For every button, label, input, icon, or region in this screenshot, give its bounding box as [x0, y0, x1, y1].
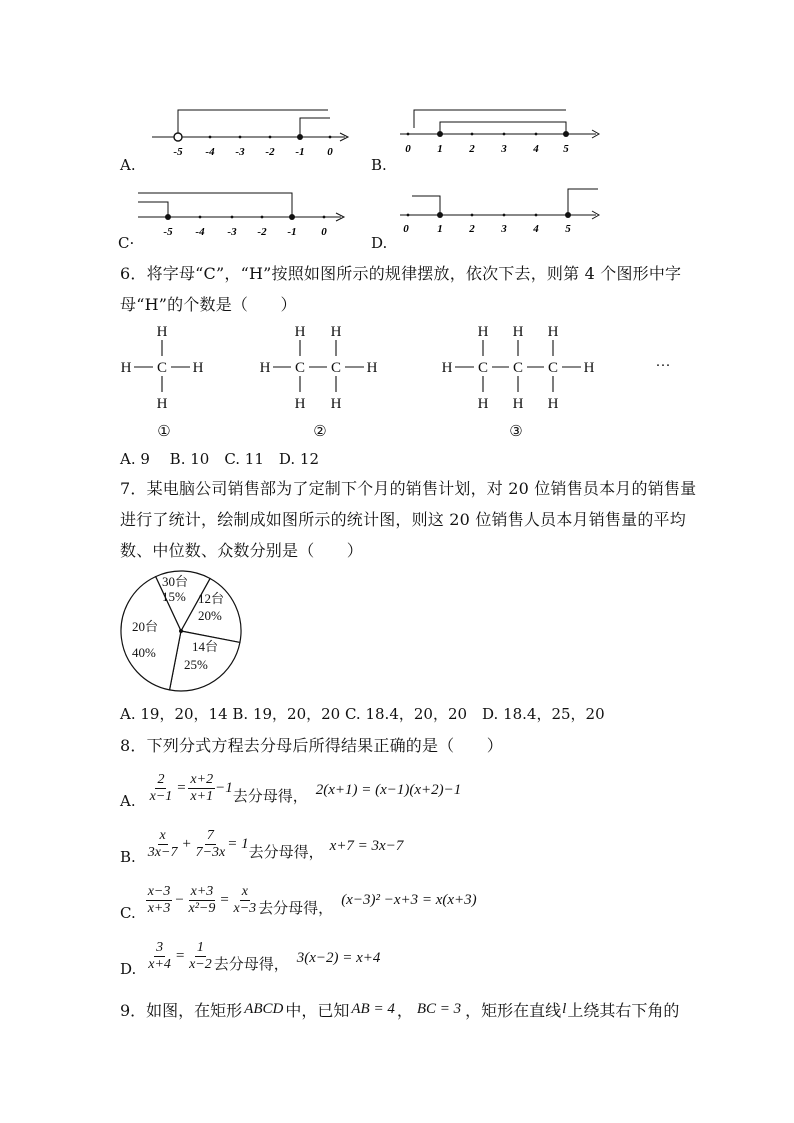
pie-pct-40: 40%: [132, 645, 156, 660]
q7-pie-chart: [116, 568, 250, 696]
option-label: C.: [120, 904, 136, 922]
q8-option-c: C. $\frac{x-3}{x+3}$ − $\frac{x+3}{\text{x²−9}}$ = $\frac{x}{x-3}$ 去分母得， (x−3)² −x+3 = x(x+3): [120, 883, 477, 922]
q8-option-d: D. $\frac{3}{x+4}$ = $\frac{1}{x-2}$ 去分母得， 3(x−2) = x+4: [120, 939, 381, 978]
fraction: $\frac{2}{x-1}$: [149, 771, 173, 804]
q9-text: 9．如图，在矩形 ABCD 中，已知 AB = 4 ， BC = 3 ，矩形在直线 l 上绕其右下角的: [120, 1001, 680, 1020]
pie-center: [179, 629, 183, 633]
fraction: $\frac{x}{3x-7}$: [147, 827, 178, 860]
q8-text: 8．下列分式方程去分母后所得结果正确的是（ ）: [120, 736, 503, 755]
tick-label: -4: [195, 226, 205, 238]
atom-h: H: [156, 396, 168, 412]
tick-label: -5: [173, 146, 183, 158]
tick-label: 5: [563, 143, 569, 155]
atom-c: C: [156, 360, 168, 376]
tick-label: 3: [501, 143, 507, 155]
option-c-label: C·: [118, 234, 135, 252]
result-expression: (x−3)² −x+3 = x(x+3): [341, 891, 477, 908]
fraction: $\frac{3}{x+4}$: [148, 939, 171, 972]
atom-h: H: [477, 324, 489, 340]
tick-label: 3: [501, 223, 507, 235]
ellipsis: ···: [655, 358, 671, 374]
tick-label: -4: [205, 146, 215, 158]
tick-label: -3: [235, 146, 245, 158]
q6-text-line1: 6．将字母“C”，“H”按照如图所示的规律摆放，依次下去，则第 4 个图形中字: [120, 264, 682, 283]
fraction: $\frac{x-3}{x+3}$: [147, 883, 171, 916]
tick-label: -3: [227, 226, 237, 238]
q7-options: A. 19，20，14 B. 19，20，20 C. 18.4，20，20 D. 18.4，25，20: [120, 705, 605, 723]
atom-h: H: [120, 360, 132, 376]
pie-pct-15: 15%: [162, 589, 186, 604]
option-label: D.: [120, 960, 137, 978]
atom-h: H: [192, 360, 204, 376]
result-expression: 3(x−2) = x+4: [296, 949, 381, 966]
pie-label-30: 30台: [162, 574, 189, 589]
tick-label: -2: [257, 226, 267, 238]
atom-h: H: [441, 360, 453, 376]
tick-label: 2: [469, 143, 475, 155]
tick-label: 4: [533, 143, 539, 155]
fraction: $\frac{x+2}{x+1}$: [190, 771, 214, 804]
option-b-label: B.: [371, 156, 387, 174]
q8-option-a: A. $\frac{2}{x-1}$ = $\frac{x+2}{x+1}$ −1 去分母得， 2(x+1) = (x−1)(x+2)−1: [120, 771, 462, 810]
option-label: B.: [120, 848, 136, 866]
tick-label: -2: [265, 146, 275, 158]
atom-h: H: [583, 360, 595, 376]
pie-pct-20: 20%: [198, 608, 222, 623]
result-expression: x+7 = 3x−7: [329, 837, 404, 854]
result-expression: 2(x+1) = (x−1)(x+2)−1: [315, 781, 462, 798]
fraction: $\frac{x+3}{\text{x²−9}}$: [188, 883, 216, 916]
pie-label-12: 12台: [198, 591, 225, 606]
option-label: A.: [120, 792, 136, 810]
atom-h: H: [366, 360, 378, 376]
atom-c: C: [294, 360, 306, 376]
fraction: $\frac{x}{x-3}$: [233, 883, 257, 916]
figure-label-2: ②: [313, 424, 327, 440]
option-d-label: D.: [371, 234, 388, 252]
tick-label: 0: [403, 223, 409, 235]
atom-h: H: [547, 396, 559, 412]
atom-h: H: [512, 396, 524, 412]
tick-label: -1: [287, 226, 297, 238]
q7-text-line2: 进行了统计，绘制成如图所示的统计图，则这 20 位销售人员本月销售量的平均: [120, 510, 686, 529]
atom-h: H: [512, 324, 524, 340]
option-a-label: A.: [120, 156, 136, 174]
q6-options: A. 9 B. 10 C. 11 D. 12: [120, 450, 320, 468]
pie-pct-25: 25%: [184, 657, 208, 672]
option-d-number-line: [396, 186, 606, 238]
tick-label: 1: [437, 223, 443, 235]
q7-text-line1: 7．某电脑公司销售部为了定制下个月的销售计划，对 20 位销售员本月的销售量: [120, 479, 697, 498]
tick-label: 0: [405, 143, 411, 155]
atom-h: H: [294, 324, 306, 340]
tick-label: -5: [163, 226, 173, 238]
atom-h: H: [477, 396, 489, 412]
fraction: $\frac{1}{x-2}$: [189, 939, 212, 972]
tick-label: 1: [437, 143, 443, 155]
atom-h: H: [330, 396, 342, 412]
atom-c: C: [477, 360, 489, 376]
atom-h: H: [294, 396, 306, 412]
tick-label: -1: [295, 146, 305, 158]
pie-label-14: 14台: [192, 639, 219, 654]
atom-h: H: [259, 360, 271, 376]
figure-label-1: ①: [157, 424, 171, 440]
q6-molecule-figures: [110, 318, 690, 444]
atom-h: H: [330, 324, 342, 340]
fraction: $\frac{7}{7-3x}$: [195, 827, 226, 860]
option-c-number-line: [136, 188, 356, 240]
atom-c: C: [512, 360, 524, 376]
option-b-number-line: [396, 104, 606, 156]
tick-label: 5: [565, 223, 571, 235]
q6-text-line2: 母“H”的个数是（ ）: [120, 295, 297, 314]
option-a-number-line: [140, 108, 360, 160]
pie-label-20: 20台: [132, 619, 159, 634]
q8-option-b: B. $\frac{x}{3x-7}$ + $\frac{7}{7-3x}$ = 1 去分母得， x+7 = 3x−7: [120, 827, 404, 866]
tick-label: 0: [327, 146, 333, 158]
figure-label-3: ③: [509, 424, 523, 440]
tick-label: 4: [533, 223, 539, 235]
tick-label: 2: [469, 223, 475, 235]
q7-text-line3: 数、中位数、众数分别是（ ）: [120, 541, 364, 560]
atom-c: C: [330, 360, 342, 376]
tick-label: 0: [321, 226, 327, 238]
atom-h: H: [547, 324, 559, 340]
atom-c: C: [547, 360, 559, 376]
atom-h: H: [156, 324, 168, 340]
